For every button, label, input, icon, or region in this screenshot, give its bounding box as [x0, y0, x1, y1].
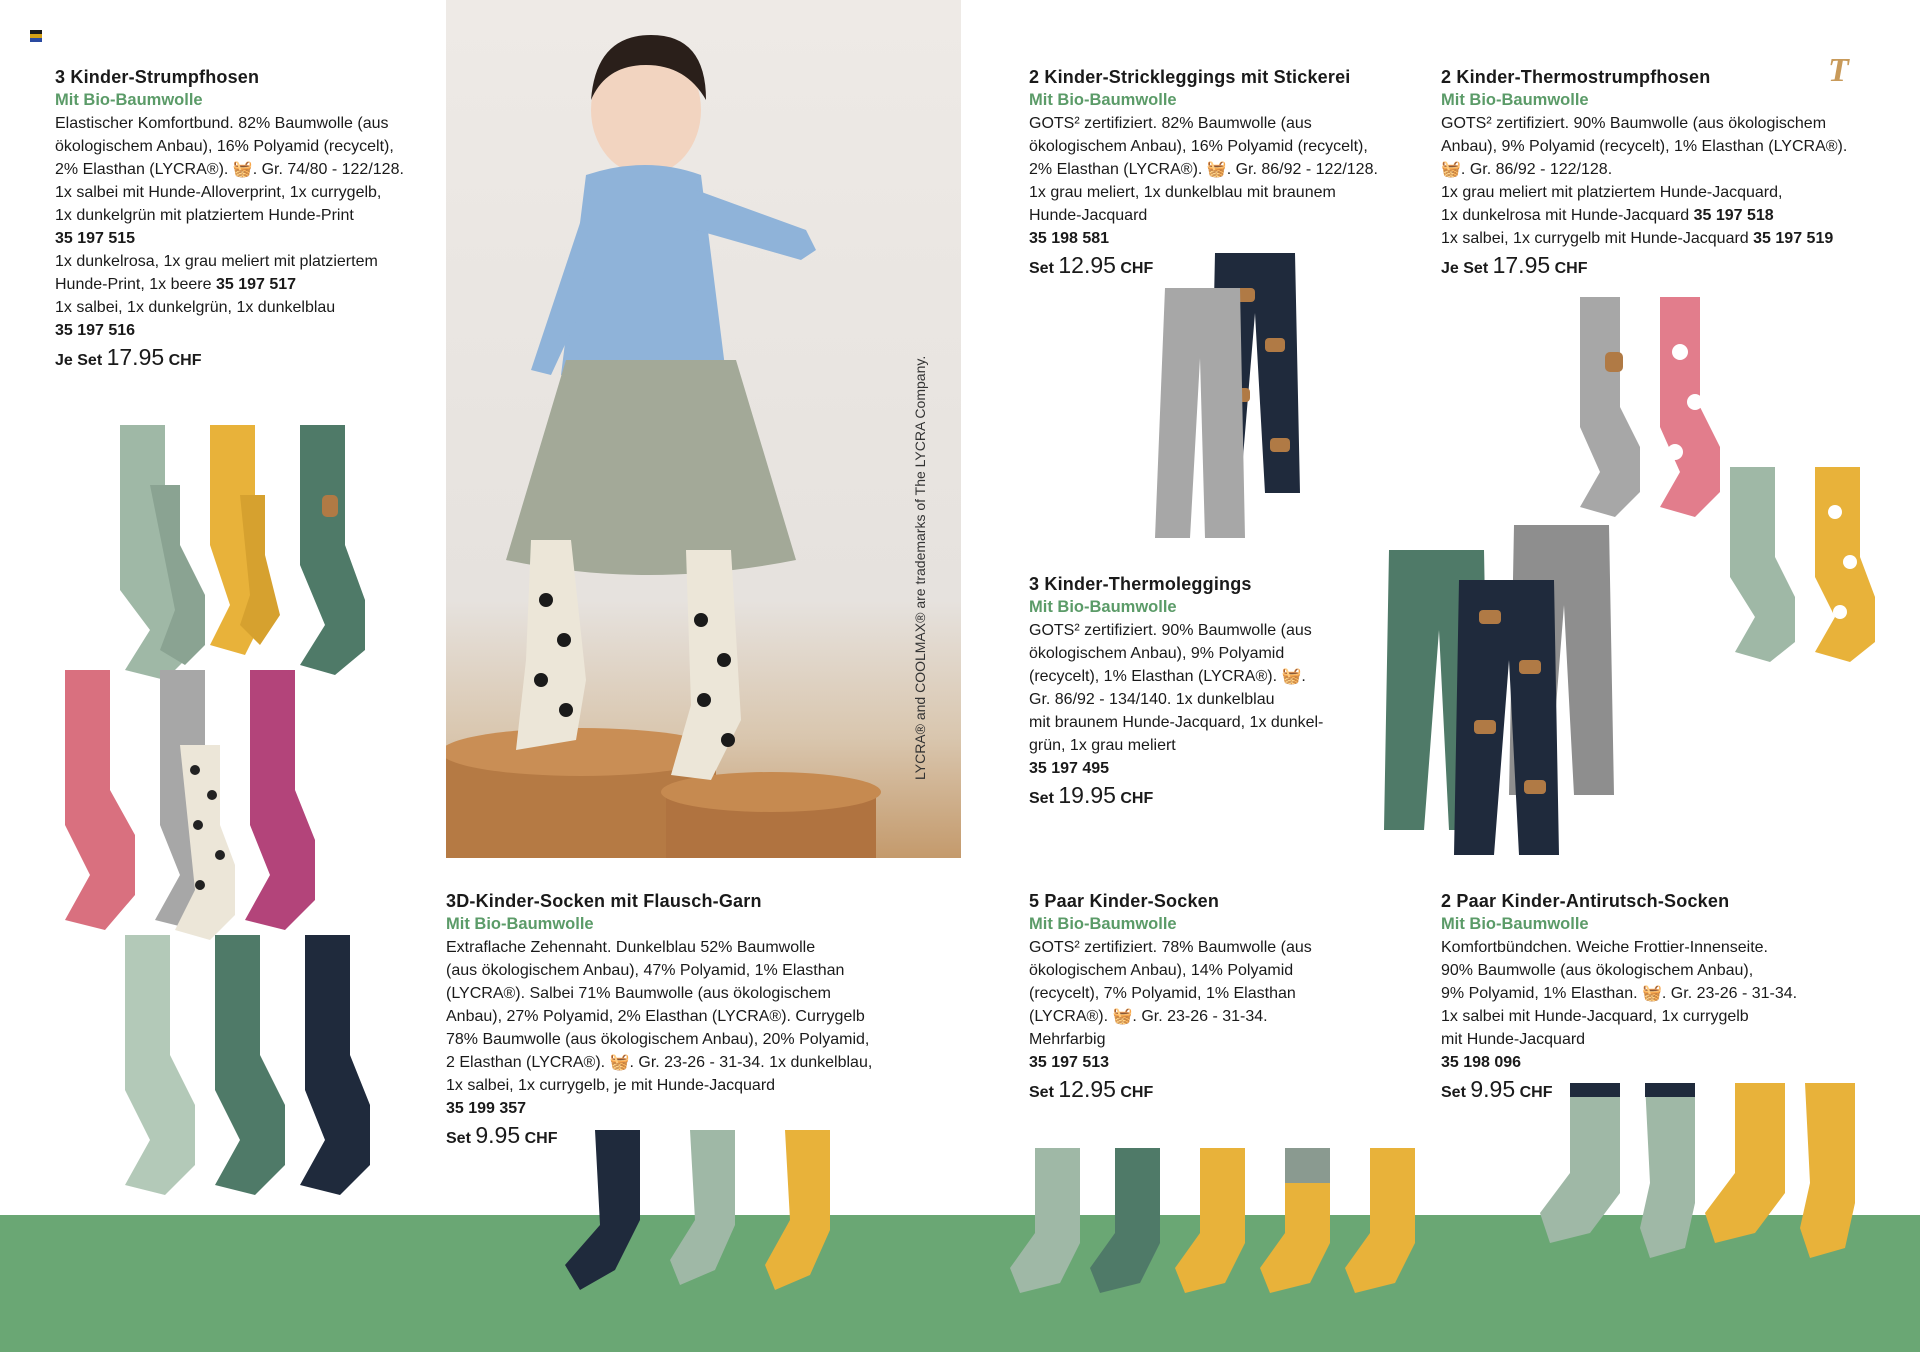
product-desc-line: GOTS² zertifiziert. 90% Baumwolle (aus ökologischem [1441, 115, 1827, 132]
product-title: 3 Kinder-Strumpfhosen [55, 67, 260, 87]
tights-sage [125, 935, 195, 1195]
product-desc-line: 1x dunkelrosa, 1x grau meliert mit platziertem [55, 253, 378, 270]
dot [557, 633, 571, 647]
dog-print [1828, 505, 1842, 519]
3d-socks-illustration [560, 1125, 860, 1305]
dot [717, 653, 731, 667]
product-desc-line: (LYCRA®). Salbei 71% Baumwolle (aus ökologischem [446, 985, 831, 1002]
dog-print [1687, 394, 1703, 410]
product-title: 5 Paar Kinder-Socken [1029, 891, 1220, 911]
product-subtitle: Mit Bio-Baumwolle [1029, 598, 1177, 616]
desc-text: 1x salbei, 1x currygelb mit Hunde-Jacquard [1441, 230, 1749, 247]
product-desc-line: ökologischem Anbau), 16% Polyamid (recycelt), [1029, 138, 1368, 155]
price-value: 19.95 [1058, 782, 1116, 808]
model-photo [446, 0, 961, 858]
dot [190, 765, 200, 775]
product-desc-line: (recycelt), 7% Polyamid, 1% Elasthan [1029, 985, 1296, 1002]
product-title: 3 Kinder-Thermoleggings [1029, 574, 1252, 594]
product-desc-line: Anbau), 27% Polyamid, 2% Elasthan (LYCRA®). Currygelb [446, 1008, 865, 1025]
sock-curry-dog [1175, 1148, 1245, 1293]
product-desc-line: ökologischem Anbau), 9% Polyamid [1029, 645, 1285, 662]
article-number: 35 197 518 [1693, 207, 1774, 224]
price-label: Set [1029, 790, 1054, 807]
dog-print [1672, 344, 1688, 360]
product-desc-line: mit braunem Hunde-Jacquard, 1x dunkel- [1029, 714, 1324, 731]
product-kinder-thermoleggings [1029, 573, 1369, 810]
dog-print [1833, 605, 1847, 619]
product-desc-line: 1x grau meliert, 1x dunkelblau mit braunem [1029, 184, 1336, 201]
language-flag-icon [30, 30, 42, 42]
sock-curry [765, 1130, 830, 1290]
product-desc-line: mit Hunde-Jacquard [1441, 1031, 1586, 1048]
product-kinder-thermostrumpfhosen [1441, 66, 1901, 280]
5-socks-illustration [1000, 1143, 1440, 1313]
product-subtitle: Mit Bio-Baumwolle [1441, 915, 1589, 933]
price-label: Je Set [1441, 260, 1489, 277]
price-label: Set [1029, 260, 1054, 277]
child-figure-illustration [446, 0, 961, 858]
price-currency: CHF [1519, 1084, 1553, 1101]
product-desc-line: 90% Baumwolle (aus ökologischem Anbau), [1441, 962, 1754, 979]
product-desc-line: Extraflache Zehennaht. Dunkelblau 52% Baumwolle [446, 939, 816, 956]
sock-curry-plain [1345, 1148, 1415, 1293]
product-desc-line: ökologischem Anbau), 14% Polyamid [1029, 962, 1294, 979]
product-desc-line [1441, 227, 1901, 250]
price-value: 9.95 [475, 1122, 521, 1148]
product-desc-line: (aus ökologischem Anbau), 47% Polyamid, 1% Elasthan [446, 962, 845, 979]
stool-top-right [661, 772, 881, 812]
dog-print [1667, 444, 1683, 460]
dot [694, 613, 708, 627]
tights-grey-dog [1580, 297, 1640, 517]
sock-sage [670, 1130, 735, 1285]
dot [539, 593, 553, 607]
price [1441, 254, 1901, 280]
strickleggings-illustration [1150, 248, 1330, 543]
price [1029, 784, 1369, 810]
dog-print [1605, 352, 1623, 372]
product-desc-line: GOTS² zertifiziert. 78% Baumwolle (aus [1029, 939, 1312, 956]
product-desc-line: (LYCRA®). 🧺. Gr. 23-26 - 31-34. [1029, 1008, 1268, 1025]
dot [721, 733, 735, 747]
antirutsch-socks-illustration [1530, 1078, 1870, 1263]
product-desc-line: GOTS² zertifiziert. 82% Baumwolle (aus [1029, 115, 1312, 132]
product-desc-line: Anbau), 9% Polyamid (recycelt), 1% Elasthan (LYCRA®). [1441, 138, 1848, 155]
trademark-note [912, 280, 932, 780]
sock-teal-dog [1090, 1148, 1160, 1293]
product-subtitle: Mit Bio-Baumwolle [446, 915, 594, 933]
product-3d-kinder-socken [446, 890, 926, 1150]
product-desc-line: 78% Baumwolle (aus ökologischem Anbau), 20% Polyamid, [446, 1031, 870, 1048]
dog-print [1479, 610, 1501, 624]
sock-sage-dots [1010, 1148, 1080, 1293]
product-title: 2 Kinder-Strickleggings mit Stickerei [1029, 67, 1351, 87]
tights-berry [245, 670, 315, 930]
sock-navy [565, 1130, 640, 1290]
tights-teal-dog [300, 425, 365, 675]
price-value: 17.95 [106, 344, 165, 370]
article-number: 35 198 096 [1441, 1054, 1522, 1071]
desc-text: Hunde-Print, 1x beere [55, 276, 212, 293]
product-desc-line: GOTS² zertifiziert. 90% Baumwolle (aus [1029, 622, 1312, 639]
tights-pink [65, 670, 135, 930]
product-desc-line [55, 273, 455, 296]
price-label: Set [446, 1130, 471, 1147]
price [1029, 1078, 1369, 1104]
leg-left [516, 540, 586, 750]
tights-navy [300, 935, 370, 1195]
product-desc-line: Mehrfarbig [1029, 1031, 1106, 1048]
product-5-paar-kinder-socken [1029, 890, 1369, 1104]
article-number: 35 197 519 [1753, 230, 1834, 247]
product-desc-line: (recycelt), 1% Elasthan (LYCRA®). 🧺. [1029, 668, 1306, 685]
sock-cuff [1570, 1083, 1620, 1097]
price-value: 12.95 [1058, 252, 1116, 278]
price-currency: CHF [168, 352, 202, 369]
product-desc-line: Hunde-Jacquard [1029, 207, 1148, 224]
product-desc-line: 🧺. Gr. 86/92 - 122/128. [1441, 161, 1613, 178]
price-currency: CHF [1120, 260, 1154, 277]
dot [207, 790, 217, 800]
tights-sage [1730, 467, 1795, 662]
product-antirutsch-socken [1441, 890, 1901, 1104]
product-title: 2 Paar Kinder-Antirutsch-Socken [1441, 891, 1730, 911]
dot [534, 673, 548, 687]
product-desc-line: 2% Elasthan (LYCRA®). 🧺. Gr. 74/80 - 122/128. [55, 161, 404, 178]
tights-illustration-set [100, 415, 380, 1165]
thermoleggings-illustration [1384, 520, 1624, 860]
product-desc-line: grün, 1x grau meliert [1029, 737, 1176, 754]
dog-print [1265, 338, 1285, 352]
sock-curry-grip [1705, 1083, 1785, 1243]
product-subtitle: Mit Bio-Baumwolle [1441, 91, 1589, 109]
price [55, 346, 455, 372]
article-number: 35 197 517 [215, 276, 297, 293]
article-number: 35 197 515 [55, 230, 136, 247]
dog-print [322, 495, 338, 517]
product-desc-line: 9% Polyamid, 1% Elasthan. 🧺. Gr. 23-26 - 31-34. [1441, 985, 1798, 1002]
product-desc-line: 1x salbei, 1x currygelb, je mit Hunde-Jacquard [446, 1077, 776, 1094]
trademark-text: LYCRA® and COOLMAX® are trademarks of The LYCRA Company. [912, 355, 928, 780]
price-label: Je Set [55, 352, 103, 369]
leggings-navy-dog [1454, 580, 1559, 855]
price-currency: CHF [1554, 260, 1588, 277]
product-desc-line: 1x salbei mit Hunde-Jacquard, 1x currygelb [1441, 1008, 1749, 1025]
dog-print [1270, 438, 1290, 452]
desc-text: 1x dunkelrosa mit Hunde-Jacquard [1441, 207, 1690, 224]
product-desc-line: Elastischer Komfortbund. 82% Baumwolle (aus [55, 115, 389, 132]
product-desc-line: 2% Elasthan (LYCRA®). 🧺. Gr. 86/92 - 122/128. [1029, 161, 1378, 178]
price-label: Set [1029, 1084, 1054, 1101]
price-value: 17.95 [1492, 252, 1551, 278]
dot [215, 850, 225, 860]
sock-curry-grip-2 [1800, 1083, 1855, 1258]
price-currency: CHF [1120, 790, 1154, 807]
sock-sage-grip-2 [1640, 1083, 1695, 1258]
article-number: 35 197 513 [1029, 1054, 1110, 1071]
price-label: Set [1441, 1084, 1466, 1101]
price-currency: CHF [524, 1130, 558, 1147]
dog-print [1474, 720, 1496, 734]
sock-cuff [1285, 1148, 1330, 1183]
price-currency: CHF [1120, 1084, 1154, 1101]
article-number: 35 198 581 [1029, 230, 1110, 247]
dog-print [1524, 780, 1546, 794]
dog-print [1843, 555, 1857, 569]
sock-sage-grip [1540, 1083, 1620, 1243]
product-desc-line: Gr. 86/92 - 134/140. 1x dunkelblau [1029, 691, 1275, 708]
dot [195, 880, 205, 890]
product-desc-line: 2 Elasthan (LYCRA®). 🧺. Gr. 23-26 - 31-34. 1x dunkelblau, [446, 1054, 873, 1071]
product-desc-line: ökologischem Anbau), 16% Polyamid (recycelt), [55, 138, 394, 155]
article-number: 35 197 516 [55, 322, 136, 339]
sock-cuff [1645, 1083, 1695, 1097]
product-subtitle: Mit Bio-Baumwolle [55, 91, 203, 109]
brand-logo-icon: T [1828, 52, 1849, 89]
article-number: 35 199 357 [446, 1100, 527, 1117]
product-desc-line: 1x dunkelgrün mit platziertem Hunde-Print [55, 207, 354, 224]
product-title: 3D-Kinder-Socken mit Flausch-Garn [446, 891, 762, 911]
product-desc-line: Komfortbündchen. Weiche Frottier-Innenseite. [1441, 939, 1768, 956]
dot [559, 703, 573, 717]
flag-stripe-3 [30, 38, 42, 42]
dot [193, 820, 203, 830]
dog-print [1519, 660, 1541, 674]
arm-right [696, 190, 816, 260]
tights-teal [215, 935, 285, 1195]
leggings-grey [1155, 288, 1245, 538]
product-desc-line: 1x salbei, 1x dunkelgrün, 1x dunkelblau [55, 299, 336, 316]
product-subtitle: Mit Bio-Baumwolle [1029, 915, 1177, 933]
product-desc-line: 1x salbei mit Hunde-Alloverprint, 1x currygelb, [55, 184, 382, 201]
article-number: 35 197 495 [1029, 760, 1110, 777]
dot [697, 693, 711, 707]
product-desc-line: 1x grau meliert mit platziertem Hunde-Jacquard, [1441, 184, 1783, 201]
product-title: 2 Kinder-Thermostrumpfhosen [1441, 67, 1711, 87]
product-kinder-strumpfhosen [55, 66, 455, 372]
price-value: 12.95 [1058, 1076, 1116, 1102]
price-value: 9.95 [1470, 1076, 1516, 1102]
product-desc-line [1441, 204, 1901, 227]
product-subtitle: Mit Bio-Baumwolle [1029, 91, 1177, 109]
